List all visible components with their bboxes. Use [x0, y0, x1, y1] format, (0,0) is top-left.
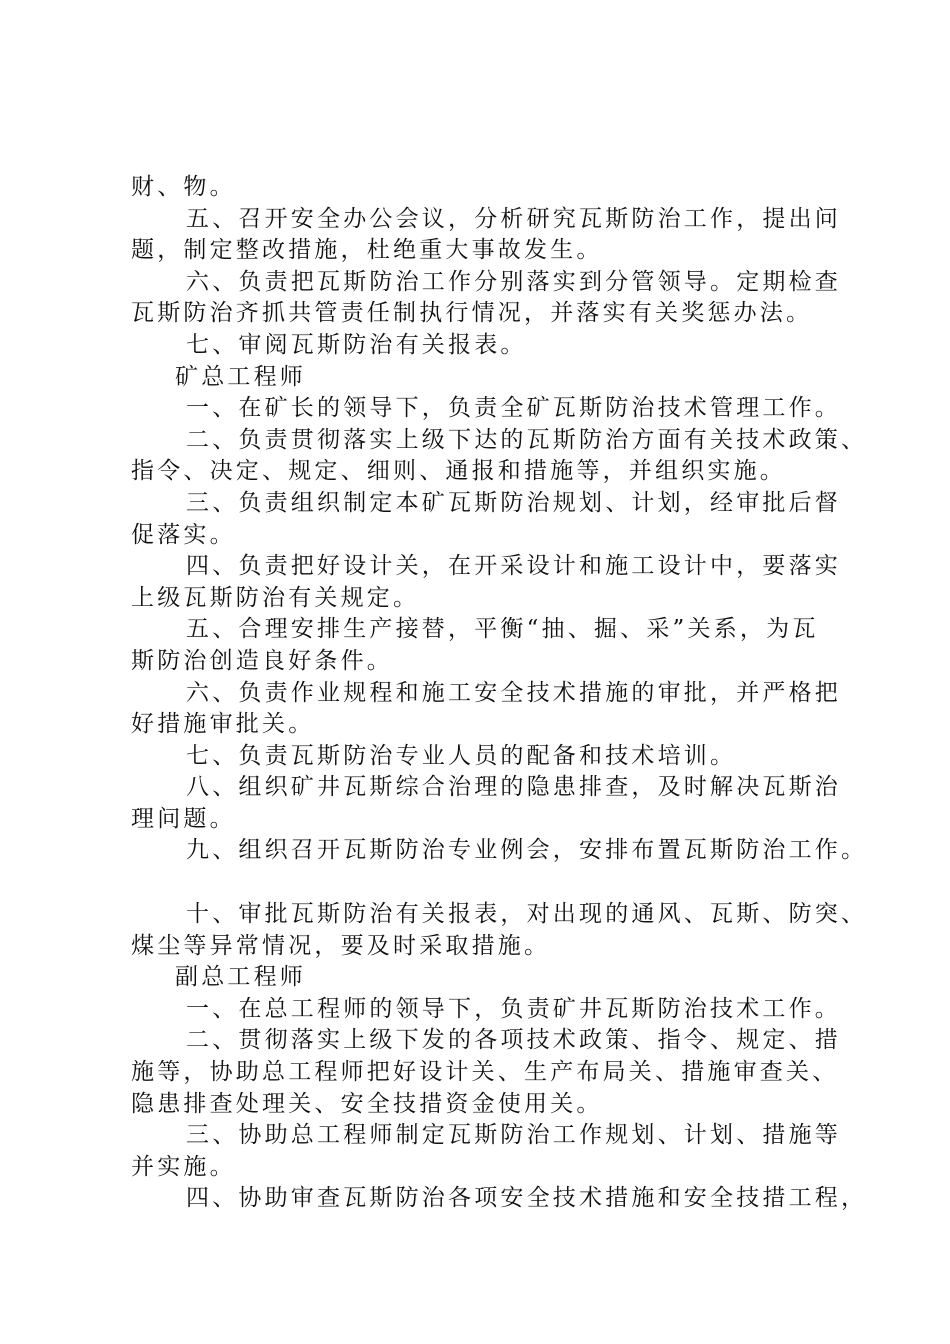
text-line: 隐患排查处理关、安全技措资金使用关。 — [131, 1090, 603, 1117]
section-heading: 副总工程师 — [175, 964, 306, 991]
text-line: 七、负责瓦斯防治专业人员的配备和技术培训。 — [186, 742, 737, 769]
text-line: 五、召开安全办公会议，分析研究瓦斯防治工作，提出问 — [186, 205, 841, 232]
text-line: 理问题。 — [131, 805, 236, 832]
text-line: 一、在矿长的领导下，负责全矿瓦斯防治技术管理工作。 — [186, 395, 841, 422]
text-line: 二、贯彻落实上级下发的各项技术政策、指令、规定、措 — [186, 1027, 841, 1054]
text-line: 四、协助审查瓦斯防治各项安全技术措施和安全技措工程， — [186, 1185, 868, 1212]
text-line: 施等，协助总工程师把好设计关、生产布局关、措施审查关、 — [131, 1059, 839, 1086]
text-line: 瓦斯防治齐抓共管责任制执行情况，并落实有关奖惩办法。 — [131, 300, 813, 327]
text-line: 并实施。 — [131, 1153, 236, 1180]
blank-line — [131, 867, 851, 899]
text-line: 七、审阅瓦斯防治有关报表。 — [186, 331, 527, 358]
text-line: 促落实。 — [131, 521, 236, 548]
text-line: 煤尘等异常情况，要及时采取措施。 — [131, 932, 551, 959]
text-line: 六、负责作业规程和施工安全技术措施的审批，并严格把 — [186, 679, 841, 706]
text-line: 斯防治创造良好条件。 — [131, 647, 393, 674]
section-heading: 矿总工程师 — [175, 363, 306, 390]
text-line: 二、负责贯彻落实上级下达的瓦斯防治方面有关技术政策、 — [186, 426, 868, 453]
document-body — [131, 172, 868, 1215]
text-line: 五、合理安排生产接替，平衡“抽、掘、采”关系，为瓦 — [186, 616, 819, 643]
text-line: 六、负责把瓦斯防治工作分别落实到分管领导。定期检查 — [186, 268, 841, 295]
text-line: 一、在总工程师的领导下，负责矿井瓦斯防治技术工作。 — [186, 995, 841, 1022]
text-line: 财、物。 — [131, 174, 236, 200]
text-line: 十、审批瓦斯防治有关报表，对出现的通风、瓦斯、防突、 — [186, 901, 868, 928]
text-line: 上级瓦斯防治有关规定。 — [131, 584, 420, 611]
text-line: 八、组织矿井瓦斯综合治理的隐患排查，及时解决瓦斯治 — [186, 774, 841, 801]
text-line: 四、负责把好设计关，在开采设计和施工设计中，要落实 — [186, 553, 841, 580]
text-line: 九、组织召开瓦斯防治专业例会，安排布置瓦斯防治工作。 — [186, 837, 868, 864]
text-line: 指令、决定、规定、细则、通报和措施等，并组织实施。 — [131, 458, 786, 485]
text-line: 三、负责组织制定本矿瓦斯防治规划、计划，经审批后督 — [186, 489, 841, 516]
text-line: 三、协助总工程师制定瓦斯防治工作规划、计划、措施等 — [186, 1122, 841, 1149]
text-line: 好措施审批关。 — [131, 711, 315, 738]
text-line: 题，制定整改措施，杜绝重大事故发生。 — [131, 237, 603, 264]
